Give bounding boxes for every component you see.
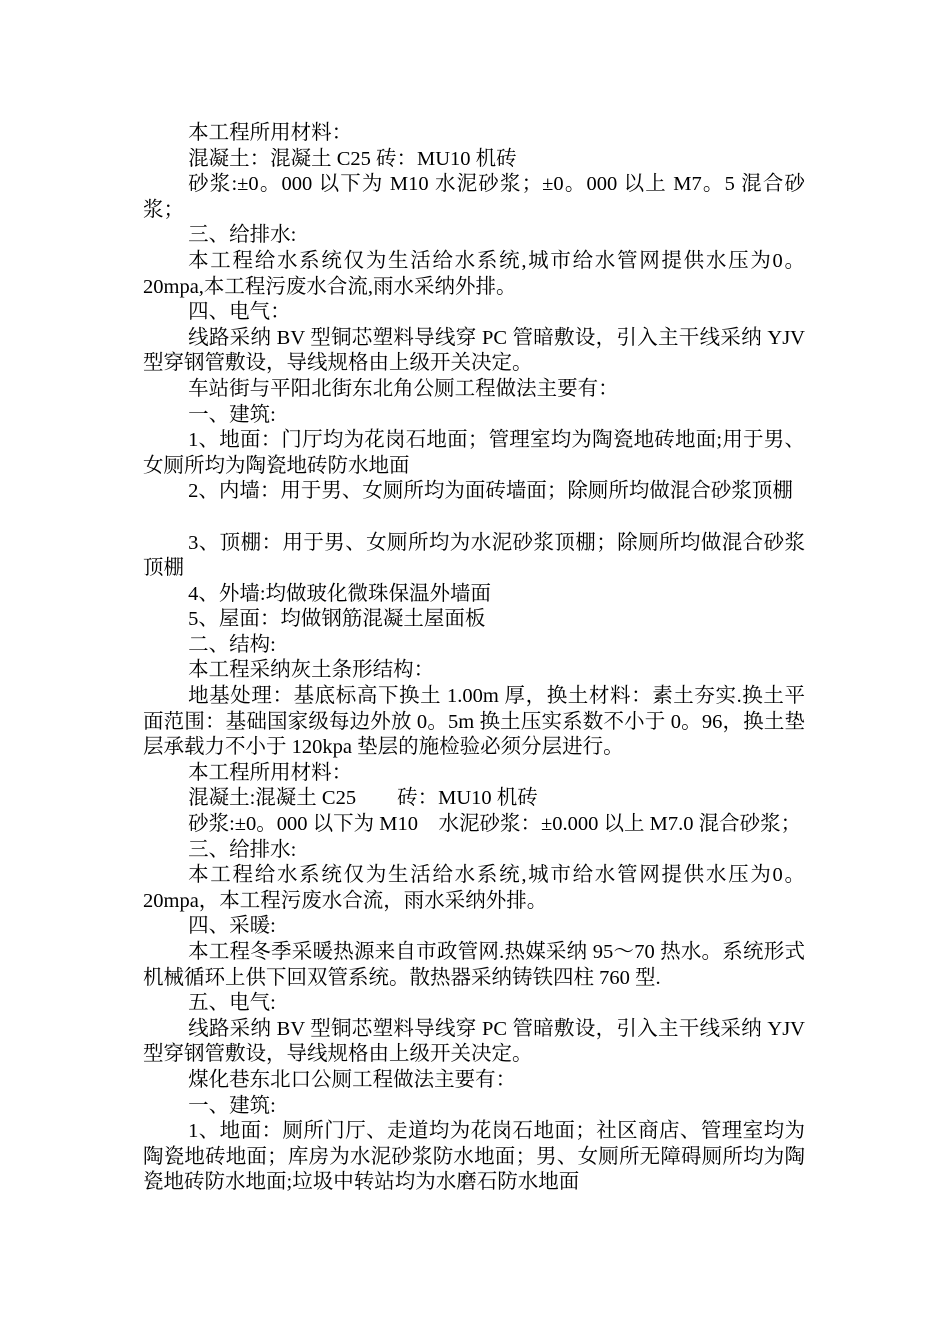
blank-line bbox=[143, 505, 805, 531]
paragraph: 混凝土:混凝土 C25 砖：MU10 机砖 bbox=[188, 787, 538, 810]
paragraph: 1、地面：厕所门厅、走道均为花岗石地面；社区商店、管理室均为陶瓷地砖地面；库房为水泥砂浆防水地面；男、女厕所无障碍厕所均为陶瓷地砖防水地面;垃圾中转站均为水磨石防水地面 bbox=[143, 1120, 805, 1194]
paragraph: 线路采纳 BV 型铜芯塑料导线穿 PC 管暗敷设，引入主干线采纳 YJV 型穿钢管敷设，导线规格由上级开关决定。 bbox=[143, 326, 805, 375]
paragraph: 本工程给水系统仅为生活给水系统,城市给水管网提供水压为0。20mpa，本工程污废水合流，雨水采纳外排。 bbox=[143, 864, 805, 912]
paragraph: 本工程给水系统仅为生活给水系统,城市给水管网提供水压为0。20mpa,本工程污废水合流,雨水采纳外排。 bbox=[143, 249, 805, 298]
paragraph: 本工程所用材料： bbox=[188, 761, 353, 784]
paragraph: 4、外墙:均做玻化微珠保温外墙面 bbox=[188, 582, 492, 605]
paragraph: 3、顶棚：用于男、女厕所均为水泥砂浆顶棚；除厕所均做混合砂浆顶棚 bbox=[143, 531, 805, 580]
paragraph: 5、屋面：均做钢筋混凝土屋面板 bbox=[188, 608, 486, 631]
paragraph: 2、内墙：用于男、女厕所均为面砖墙面；除厕所均做混合砂浆顶棚 bbox=[188, 480, 793, 503]
paragraph: 线路采纳 BV 型铜芯塑料导线穿 PC 管暗敷设，引入主干线采纳 YJV 型穿钢管敷设，导线规格由上级开关决定。 bbox=[143, 1017, 805, 1066]
paragraph: 砂浆:±0。000 以下为 M10 水泥砂浆：±0.000 以上 M7.0 混合砂浆； bbox=[188, 813, 802, 836]
paragraph: 五、电气: bbox=[188, 992, 276, 1015]
paragraph: 一、建筑: bbox=[188, 1094, 276, 1117]
paragraph: 1、地面：门厅均为花岗石地面；管理室均为陶瓷地砖地面;用于男、女厕所均为陶瓷地砖防水地面 bbox=[143, 429, 805, 477]
paragraph: 四、电气： bbox=[188, 301, 291, 324]
paragraph: 三、给排水: bbox=[188, 838, 297, 861]
paragraph: 地基处理：基底标高下换土 1.00m 厚，换土材料：素土夯实.换土平面范围：基础国家级每边外放 0。5m 换土压实系数不小于 0。96，换土垫层承载力不小于 120kpa 垫层的施检验必须分层进行。 bbox=[143, 685, 805, 759]
paragraph: 本工程所用材料： bbox=[188, 122, 353, 144]
paragraph: 本工程冬季采暖热源来自市政管网.热媒采纳 95～70 热水。系统形式机械循环上供下回双管系统。散热器采纳铸铁四柱 760 型. bbox=[143, 941, 805, 989]
document-body bbox=[143, 121, 805, 1196]
paragraph: 本工程采纳灰土条形结构： bbox=[188, 659, 435, 682]
paragraph: 一、建筑: bbox=[188, 403, 276, 426]
paragraph: 砂浆:±0。000 以下为 M10 水泥砂浆；±0。000 以上 M7。5 混合砂浆； bbox=[143, 173, 805, 221]
paragraph: 三、给排水: bbox=[188, 224, 297, 247]
paragraph: 煤化巷东北口公厕工程做法主要有： bbox=[188, 1068, 517, 1091]
paragraph: 四、采暖: bbox=[188, 915, 276, 938]
paragraph: 混凝土：混凝土 C25 砖：MU10 机砖 bbox=[188, 147, 517, 170]
paragraph: 车站街与平阳北街东北角公厕工程做法主要有： bbox=[188, 377, 619, 400]
paragraph: 二、结构: bbox=[188, 633, 276, 656]
